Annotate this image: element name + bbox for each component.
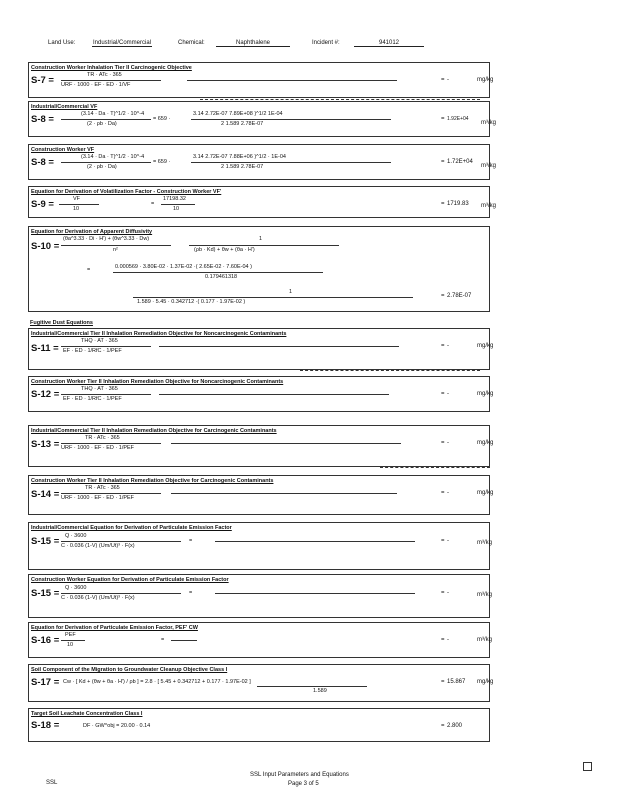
values-row2-numerator: 1	[289, 289, 293, 295]
value-fraction-bar	[215, 593, 415, 594]
section-s8-construction	[28, 144, 496, 180]
values-bottom: 10	[173, 206, 180, 212]
equals-sign: =	[441, 391, 445, 397]
section-title: Equation for Derivation of Apparent Diffusivity	[31, 229, 153, 235]
result-unit: mg/kg	[477, 343, 494, 349]
equals-sign: =	[441, 440, 445, 446]
equals-sign-inline: =	[161, 637, 165, 643]
result-unit: m³/kg	[481, 120, 496, 126]
result-value: 1.92E+04	[447, 116, 469, 122]
value-fraction-bar	[171, 443, 401, 444]
fraction-bar	[61, 593, 181, 594]
section-title: Construction Worker VF	[31, 147, 95, 153]
result-value: -	[447, 391, 449, 397]
result-value: -	[447, 637, 449, 643]
result-value: -	[447, 490, 449, 496]
corner-mark-icon	[583, 762, 592, 771]
formula-part-b-numerator: 1	[259, 236, 263, 242]
result-value: -	[447, 538, 449, 544]
values-row2: 1.589 · 5.45 · 0.342712 ·( 0.177 · 1.97E-02 )	[137, 299, 246, 305]
equals-sign: =	[441, 293, 445, 299]
equals-sign: =	[441, 116, 445, 122]
formula-denominator-text: n²	[113, 247, 118, 253]
fraction-bar	[61, 162, 151, 163]
chemical-label: Chemical:	[178, 40, 205, 46]
equals-sign-inline: =	[151, 201, 155, 207]
fraction-bar	[59, 204, 99, 205]
section-s12	[28, 376, 494, 412]
result-value: -	[447, 77, 449, 83]
fraction-bar	[191, 162, 391, 163]
section-s9	[28, 186, 496, 218]
incident-label: Incident #:	[312, 40, 340, 46]
section-title: Soil Component of the Migration to Groundwater Cleanup Objective Class I	[31, 667, 228, 673]
section-title: Construction Worker Inhalation Tier II Carcinogenic Objective	[31, 65, 192, 71]
values-bottom: 1.589	[313, 688, 327, 694]
formula-part-b-denominator: (ρb · Kd) + θw + (θa · H')	[194, 247, 255, 253]
equals-sign-inline: =	[189, 538, 193, 544]
result-unit: mg/kg	[477, 679, 494, 685]
footer-page: Page 3 of 5	[288, 781, 319, 787]
equation-number: S-8 =	[31, 114, 54, 125]
equals-sign: =	[441, 490, 445, 496]
formula-numerator: PEF	[65, 632, 76, 638]
formula-numerator: Q · 3600	[65, 533, 87, 539]
divider	[380, 467, 490, 468]
result-unit: m³/kg	[477, 637, 492, 643]
fraction-bar	[61, 119, 151, 120]
section-title: Equation for Derivation of Particulate Emission Factor, PEF' CW	[31, 625, 198, 631]
section-s16	[28, 622, 490, 658]
formula-denominator: URF · 1000 · EF · ED · 1/PEF	[61, 445, 135, 451]
land-use-label: Land Use:	[48, 40, 76, 46]
result-unit: mg/kg	[477, 490, 494, 496]
value-fraction-bar	[187, 80, 397, 81]
formula-numerator: TR · ATc · 365	[85, 485, 120, 491]
equation-number: S-9 =	[31, 199, 54, 210]
value-fraction-bar	[159, 394, 389, 395]
result-value: -	[447, 440, 449, 446]
fraction-bar	[61, 394, 151, 395]
fraction-bar	[61, 346, 151, 347]
fraction-bar	[191, 119, 391, 120]
result-value: 2.800	[447, 723, 463, 729]
section-s13	[28, 425, 494, 467]
formula-denominator: EF · ED · 1/RfC · 1/PEF	[63, 396, 122, 402]
land-use-value: Industrial/Commercial	[92, 40, 152, 46]
section-s10	[28, 226, 490, 312]
equals-sign-inline: =	[189, 590, 193, 596]
section-s18	[28, 708, 490, 742]
fugitive-dust-heading: Fugitive Dust Equations	[30, 320, 93, 326]
formula-denominator: C · 0.036 (1-V) (Um/Ut)³ · F(x)	[61, 543, 135, 549]
divider	[300, 370, 480, 371]
section-title: Industrial/Commercial Equation for Derivation of Particulate Emission Factor	[31, 525, 232, 531]
result-value: 1719.83	[447, 201, 469, 207]
fraction-bar	[61, 541, 181, 542]
values-row1: 0.000569 · 3.80E-02 · 1.37E-02 ·( 2.65E-02 · 7.60E-04 )	[115, 264, 252, 270]
equation-number: S-16 =	[31, 635, 60, 646]
values-top: 3.14 2.72E-07 7.88E+06 )^1/2 · 1E-04	[193, 154, 286, 160]
equals-sign: =	[441, 538, 445, 544]
formula-numerator: (3.14 · Da · T)^1/2 · 10^-4	[81, 111, 145, 117]
formula-body: DF · GW^obj = 20.00 · 0.14	[83, 723, 151, 729]
fraction-bar	[133, 297, 413, 298]
footer-title: SSL Input Parameters and Equations	[250, 772, 349, 778]
section-title: Construction Worker Tier II Inhalation Remediation Objective for Carcinogenic Contaminants	[31, 478, 274, 484]
result-unit: mg/kg	[477, 440, 494, 446]
section-s14	[28, 475, 494, 515]
formula-numerator: (3.14 · Da · T)^1/2 · 10^-4	[81, 154, 145, 160]
equals-constant: = 659 ·	[153, 116, 171, 122]
formula-denominator: 10	[67, 642, 74, 648]
formula-numerator: TR · ATc · 365	[85, 435, 120, 441]
result-value: -	[447, 343, 449, 349]
section-title: Equation for Derivation of Volatilization Factor - Construction Worker VF'	[31, 189, 222, 195]
equals-sign-inline: =	[87, 267, 91, 273]
equation-number: S-12 =	[31, 389, 60, 400]
equals-constant: = 659 ·	[153, 159, 171, 165]
value-fraction-bar	[159, 346, 399, 347]
section-s7	[28, 62, 494, 98]
section-title: Industrial/Commercial Tier II Inhalation Remediation Objective for Noncarcinogenic Contaminants	[31, 331, 287, 337]
formula-denominator: URF · 1000 · EF · ED · 1/PEF	[61, 495, 135, 501]
result-unit: m³/kg	[481, 163, 496, 169]
formula-denominator: (2 · ρb · Da)	[87, 121, 117, 127]
value-fraction-bar	[171, 493, 397, 494]
result-value: 1.72E+04	[447, 159, 473, 165]
fraction-bar	[61, 245, 171, 246]
incident-value: 941012	[354, 40, 424, 47]
fraction-bar	[257, 686, 367, 687]
formula-numerator: THQ · AT · 365	[81, 338, 118, 344]
result-unit: m³/kg	[481, 203, 496, 209]
result-unit: mg/kg	[477, 391, 494, 397]
formula-numerator: Q · 3600	[65, 585, 87, 591]
section-s8-industrial	[28, 101, 496, 137]
section-title: Industrial/Commercial VF	[31, 104, 98, 110]
equation-number: S-11 =	[31, 343, 59, 354]
equation-number: S-7 =	[31, 75, 54, 86]
values-top: 17198.32	[163, 196, 186, 202]
equals-sign: =	[441, 201, 445, 207]
section-s11	[28, 328, 494, 370]
equation-number: S-14 =	[31, 489, 60, 500]
equation-number: S-17 =	[31, 677, 60, 688]
equals-sign: =	[441, 159, 445, 165]
equals-sign: =	[441, 723, 445, 729]
formula-denominator: URF · 1000 · EF · ED · 1/VF	[61, 82, 131, 88]
equation-number: S-15 =	[31, 536, 60, 547]
result-unit: mg/kg	[477, 77, 494, 83]
formula-denominator: C · 0.036 (1-V) (Um/Ut)³ · F(x)	[61, 595, 135, 601]
formula-numerator: TR · ATc · 365	[87, 72, 122, 78]
fraction-bar	[61, 640, 85, 641]
divider	[200, 99, 480, 100]
section-s17	[28, 664, 494, 702]
fraction-bar	[61, 443, 161, 444]
equals-sign: =	[441, 343, 445, 349]
equals-sign: =	[441, 590, 445, 596]
equals-sign: =	[441, 679, 445, 685]
equals-sign: =	[441, 77, 445, 83]
fraction-bar	[61, 80, 161, 81]
equation-number: S-10 =	[31, 241, 60, 252]
section-title: Construction Worker Equation for Derivation of Particulate Emission Factor	[31, 577, 229, 583]
section-s15-construction	[28, 574, 490, 618]
fraction-bar	[113, 272, 323, 273]
result-value: -	[447, 590, 449, 596]
formula-denominator: (2 · ρb · Da)	[87, 164, 117, 170]
result-unit: m³/kg	[477, 540, 492, 546]
chemical-value: Naphthalene	[216, 40, 290, 47]
equation-number: S-15 =	[31, 588, 60, 599]
section-s15-industrial	[28, 522, 490, 570]
equation-number: S-8 =	[31, 157, 54, 168]
footer-left: SSL	[46, 780, 58, 786]
values-bottom: 2 1.589 2.78E-07	[221, 121, 264, 127]
section-title: Construction Worker Tier II Inhalation Remediation Objective for Noncarcinogenic Contaminants	[31, 379, 284, 385]
equation-number: S-13 =	[31, 439, 60, 450]
value-fraction-bar	[171, 640, 197, 641]
fraction-bar	[189, 245, 339, 246]
values-top: 3.14 2.72E-07 7.89E+08 )^1/2 1E-04	[193, 111, 283, 117]
fraction-bar	[161, 204, 195, 205]
formula-numerator: THQ · AT · 365	[81, 386, 118, 392]
section-title: Target Soil Leachate Concentration Class I	[31, 711, 143, 717]
formula-denominator: 10	[73, 206, 80, 212]
formula-body: Cw · [ Kd + (θw + θa · H') / ρb ] = 2.8 · [ 5.45 + 0.342712 + 0.177 · 1.97E-02 ]	[63, 679, 251, 685]
formula-numerator-text: (θa^3.33 · Di · H') + (θw^3.33 · Dw)	[63, 236, 150, 242]
value-fraction-bar	[215, 541, 415, 542]
values-row1-bottom: 0.179461318	[205, 274, 238, 280]
formula-numerator: VF	[73, 196, 81, 202]
section-title: Industrial/Commercial Tier II Inhalation Remediation Objective for Carcinogenic Contaminants	[31, 428, 277, 434]
result-unit: m³/kg	[477, 592, 492, 598]
formula-denominator: EF · ED · 1/RfC · 1/PEF	[63, 348, 122, 354]
values-bottom: 2 1.589 2.78E-07	[221, 164, 264, 170]
equals-sign: =	[441, 637, 445, 643]
result-value: 2.78E-07	[447, 293, 472, 299]
equation-number: S-18 =	[31, 720, 60, 731]
result-value: 15.867	[447, 679, 466, 685]
fraction-bar	[61, 493, 161, 494]
